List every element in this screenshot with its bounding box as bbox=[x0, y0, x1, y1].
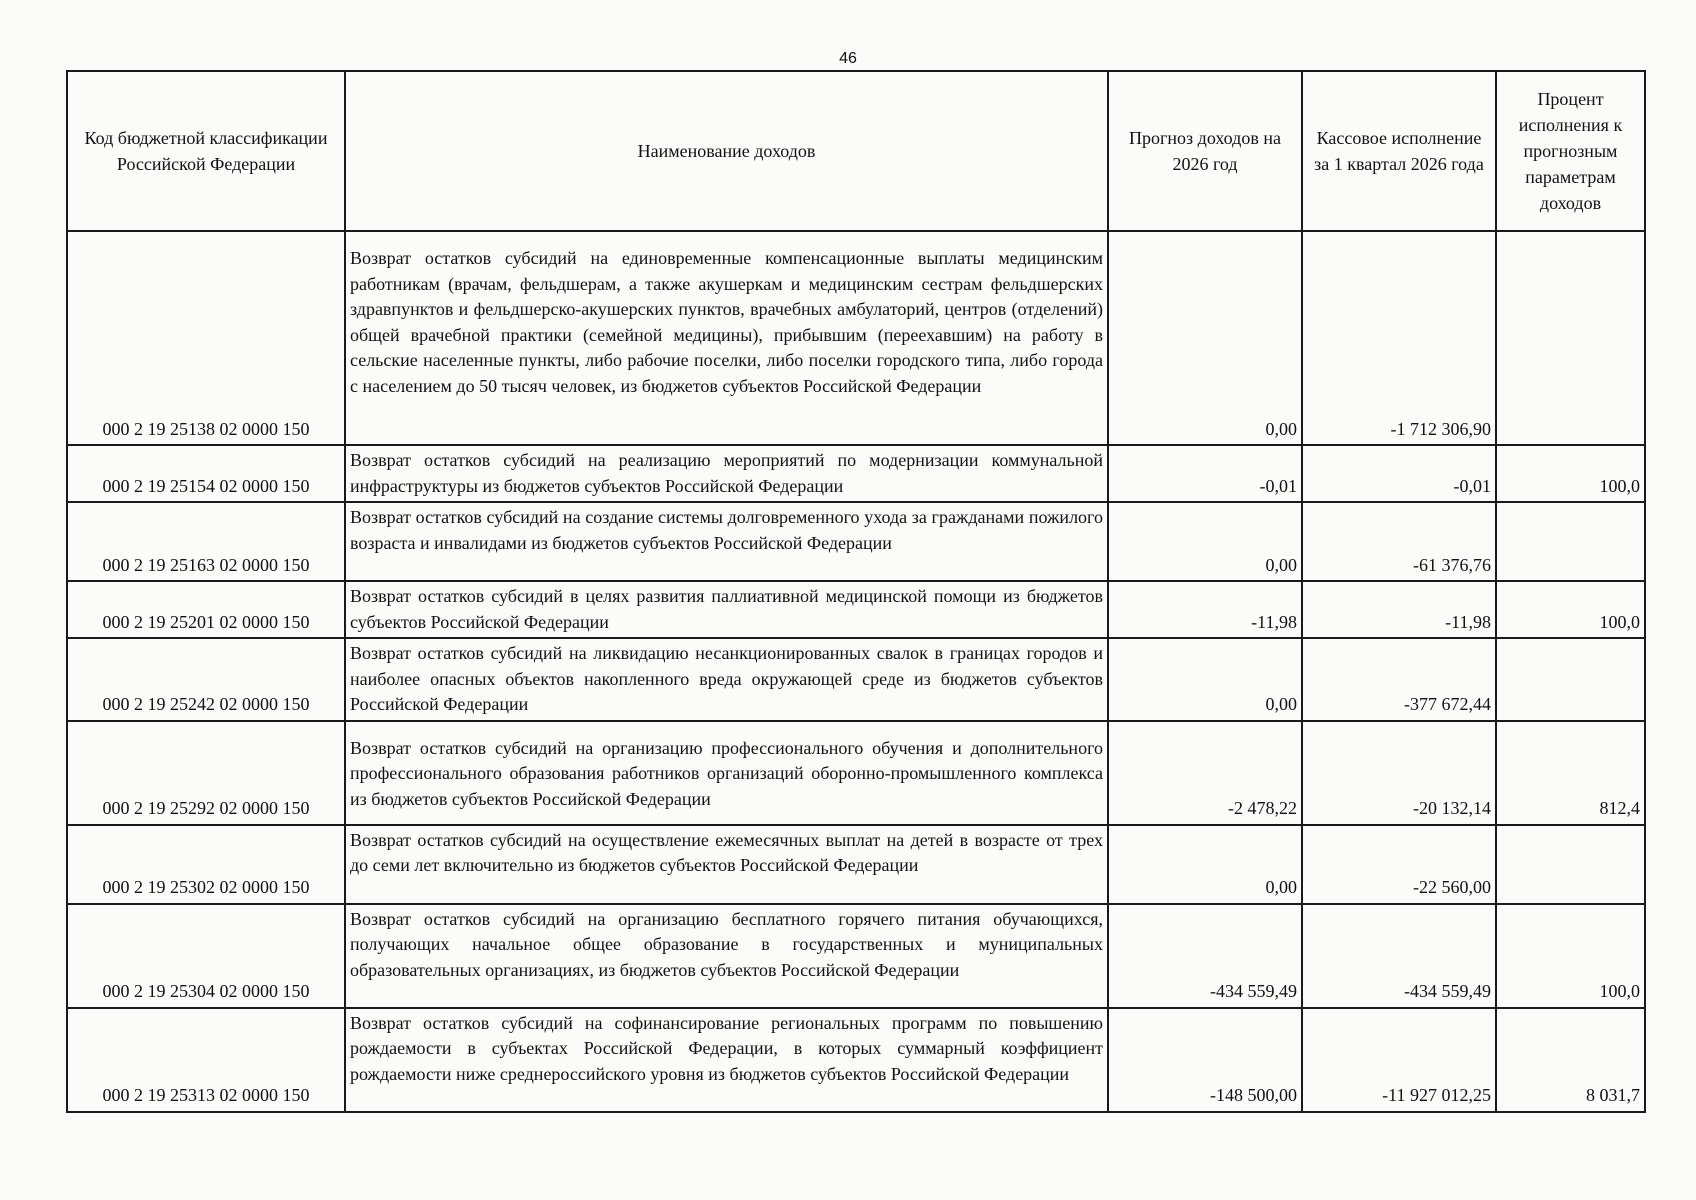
table-row bbox=[67, 231, 1645, 445]
row-code: 000 2 19 25154 02 0000 150 bbox=[67, 445, 345, 502]
row-code: 000 2 19 25242 02 0000 150 bbox=[67, 638, 345, 721]
row-forecast: 0,00 bbox=[1108, 231, 1302, 445]
row-forecast: -2 478,22 bbox=[1108, 721, 1302, 825]
row-cash: -11 927 012,25 bbox=[1302, 1008, 1496, 1112]
row-cash: -434 559,49 bbox=[1302, 904, 1496, 1008]
row-name: Возврат остатков субсидий на создание системы долговременного ухода за гражданами пожилого возраста и инвалидами из бюджетов субъектов Российской Федерации bbox=[345, 502, 1108, 581]
table-row bbox=[67, 721, 1645, 825]
row-percent bbox=[1496, 502, 1645, 581]
row-name: Возврат остатков субсидий на ликвидацию несанкционированных свалок в границах городов и наиболее опасных объектов накопленного вреда окружающей среде из бюджетов субъектов Российской Федерации bbox=[345, 638, 1108, 721]
row-percent: 100,0 bbox=[1496, 581, 1645, 638]
row-forecast: 0,00 bbox=[1108, 502, 1302, 581]
row-name: Возврат остатков субсидий в целях развития паллиативной медицинской помощи из бюджетов субъектов Российской Федерации bbox=[345, 581, 1108, 638]
header-forecast: Прогноз доходов на 2026 год bbox=[1108, 71, 1302, 231]
row-code: 000 2 19 25313 02 0000 150 bbox=[67, 1008, 345, 1112]
header-percent: Процент исполнения к прогнозным параметрам доходов bbox=[1496, 71, 1645, 231]
row-cash: -11,98 bbox=[1302, 581, 1496, 638]
row-name: Возврат остатков субсидий на организацию бесплатного горячего питания обучающихся, получающих начальное общее образование в государственных и муниципальных образовательных организациях, из бюджетов субъектов Российской Федерации bbox=[345, 904, 1108, 1008]
row-forecast: 0,00 bbox=[1108, 638, 1302, 721]
table-row bbox=[67, 1008, 1645, 1112]
header-name: Наименование доходов bbox=[345, 71, 1108, 231]
header-cash: Кассовое исполнение за 1 квартал 2026 года bbox=[1302, 71, 1496, 231]
row-cash: -0,01 bbox=[1302, 445, 1496, 502]
income-table bbox=[66, 70, 1646, 1113]
row-percent: 812,4 bbox=[1496, 721, 1645, 825]
row-forecast: -434 559,49 bbox=[1108, 904, 1302, 1008]
row-code: 000 2 19 25138 02 0000 150 bbox=[67, 231, 345, 445]
row-name: Возврат остатков субсидий на организацию профессионального обучения и дополнительного профессионального образования работников организаций оборонно-промышленного комплекса из бюджетов субъектов Российской Федерации bbox=[345, 721, 1108, 825]
row-code: 000 2 19 25163 02 0000 150 bbox=[67, 502, 345, 581]
row-code: 000 2 19 25302 02 0000 150 bbox=[67, 825, 345, 904]
row-name: Возврат остатков субсидий на реализацию мероприятий по модернизации коммунальной инфраструктуры из бюджетов субъектов Российской Федерации bbox=[345, 445, 1108, 502]
row-cash: -22 560,00 bbox=[1302, 825, 1496, 904]
row-percent: 8 031,7 bbox=[1496, 1008, 1645, 1112]
row-name: Возврат остатков субсидий на осуществление ежемесячных выплат на детей в возрасте от трех до семи лет включительно из бюджетов субъектов Российской Федерации bbox=[345, 825, 1108, 904]
table-row bbox=[67, 825, 1645, 904]
row-cash: -61 376,76 bbox=[1302, 502, 1496, 581]
row-forecast: -148 500,00 bbox=[1108, 1008, 1302, 1112]
row-cash: -1 712 306,90 bbox=[1302, 231, 1496, 445]
table-row bbox=[67, 904, 1645, 1008]
table-row bbox=[67, 638, 1645, 721]
row-percent bbox=[1496, 825, 1645, 904]
table-row bbox=[67, 445, 1645, 502]
table-header-row bbox=[67, 71, 1645, 231]
row-name: Возврат остатков субсидий на единовременные компенсационные выплаты медицинским работникам (врачам, фельдшерам, а также акушеркам и медицинским сестрам фельдшерских здравпунктов и фельдшерско-акушерских пунктов, врачебных амбулаторий, центров (отделений) общей врачебной практики (семейной медицины), прибывшим (переехавшим) на работу в сельские населенные пункты, либо рабочие поселки, либо поселки городского типа, либо города с населением до 50 тысяч человек, из бюджетов субъектов Российской Федерации bbox=[345, 231, 1108, 445]
row-cash: -20 132,14 bbox=[1302, 721, 1496, 825]
row-percent: 100,0 bbox=[1496, 904, 1645, 1008]
row-percent bbox=[1496, 231, 1645, 445]
table-row bbox=[67, 502, 1645, 581]
row-forecast: -0,01 bbox=[1108, 445, 1302, 502]
row-percent: 100,0 bbox=[1496, 445, 1645, 502]
row-name: Возврат остатков субсидий на софинансирование региональных программ по повышению рождаемости в субъектах Российской Федерации, в которых суммарный коэффициент рождаемости ниже среднероссийского уровня из бюджетов субъектов Российской Федерации bbox=[345, 1008, 1108, 1112]
row-code: 000 2 19 25201 02 0000 150 bbox=[67, 581, 345, 638]
row-code: 000 2 19 25304 02 0000 150 bbox=[67, 904, 345, 1008]
row-forecast: 0,00 bbox=[1108, 825, 1302, 904]
row-code: 000 2 19 25292 02 0000 150 bbox=[67, 721, 345, 825]
row-forecast: -11,98 bbox=[1108, 581, 1302, 638]
table-row bbox=[67, 581, 1645, 638]
row-percent bbox=[1496, 638, 1645, 721]
page-number: 46 bbox=[839, 50, 857, 67]
header-code: Код бюджетной классификации Российской Федерации bbox=[67, 71, 345, 231]
row-cash: -377 672,44 bbox=[1302, 638, 1496, 721]
